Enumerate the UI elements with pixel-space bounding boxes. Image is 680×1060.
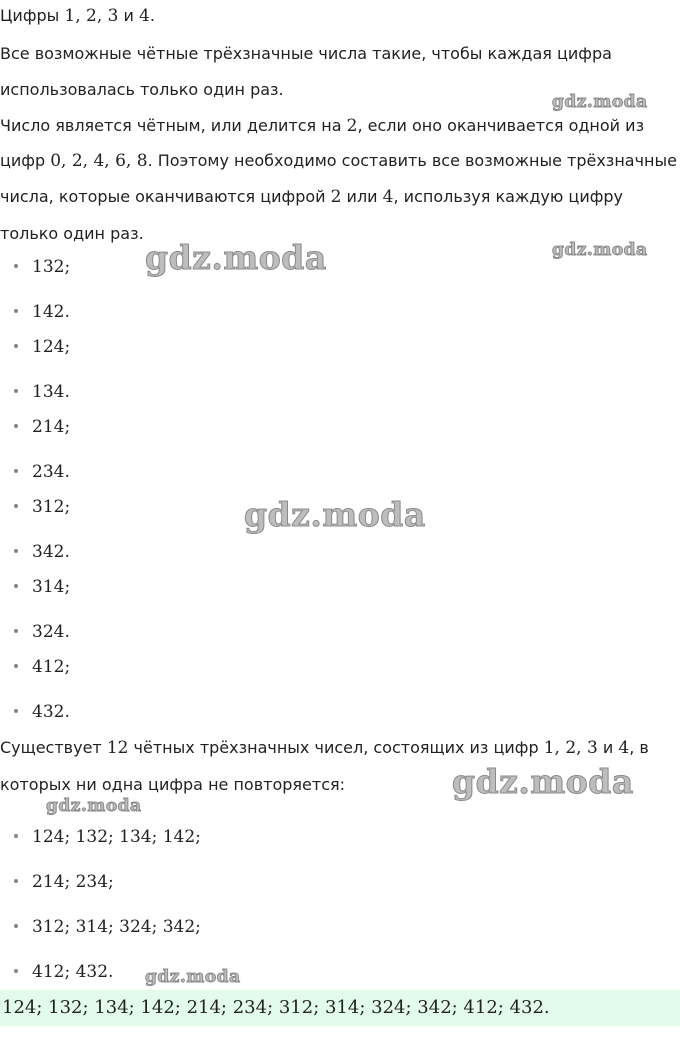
list-item: 314;: [14, 577, 70, 597]
bullet-dot-icon: [14, 504, 18, 508]
bullet-dot-icon: [14, 264, 18, 268]
conclusion-line-2: которых ни одна цифра не повторяется:: [0, 775, 346, 794]
bullet-dot-icon: [14, 469, 18, 473]
list-item: 412; 432.: [14, 962, 113, 982]
watermark: gdz.moda: [145, 967, 241, 987]
list-item: 432.: [14, 702, 70, 722]
watermark: gdz.moda: [145, 238, 327, 277]
watermark: gdz.moda: [46, 796, 142, 816]
bullet-dot-icon: [14, 344, 18, 348]
explanation-line-4: только один раз.: [0, 224, 144, 243]
bullet-dot-icon: [14, 389, 18, 393]
bullet-dot-icon: [14, 629, 18, 633]
explanation-line-2: цифр 0, 2, 4, 6, 8. Поэтому необходимо составить все возможные трёхзначные: [0, 151, 677, 171]
explanation-line-1: Число является чётным, или делится на 2, если оно оканчивается одной из: [0, 116, 645, 136]
list-item: 214; 234;: [14, 872, 114, 892]
list-item: 124; 132; 134; 142;: [14, 827, 201, 847]
list-item: 324.: [14, 622, 70, 642]
list-item: 412;: [14, 657, 70, 677]
conclusion-line-1: Существует 12 чётных трёхзначных чисел, состоящих из цифр 1, 2, 3 и 4, в: [0, 738, 649, 758]
bullet-dot-icon: [14, 549, 18, 553]
list-item: 142.: [14, 302, 70, 322]
intro-line-3: использовалась только один раз.: [0, 80, 284, 99]
intro-line-2: Все возможные чётные трёхзначные числа такие, чтобы каждая цифра: [0, 44, 612, 63]
list-item: 214;: [14, 417, 70, 437]
list-item: 132;: [14, 257, 70, 277]
bullet-dot-icon: [14, 664, 18, 668]
bullet-dot-icon: [14, 879, 18, 883]
list-item: 124;: [14, 337, 70, 357]
watermark: gdz.moda: [244, 495, 426, 534]
list-item: 312;: [14, 497, 70, 517]
bullet-dot-icon: [14, 584, 18, 588]
watermark: gdz.moda: [552, 92, 648, 112]
explanation-line-3: числа, которые оканчиваются цифрой 2 или 4, используя каждую цифру: [0, 187, 624, 207]
bullet-dot-icon: [14, 969, 18, 973]
list-item: 342.: [14, 542, 70, 562]
bullet-dot-icon: [14, 834, 18, 838]
bullet-dot-icon: [14, 309, 18, 313]
watermark: gdz.moda: [552, 240, 648, 260]
answer-box: [0, 990, 680, 1026]
intro-line-1: Цифры 1, 2, 3 и 4.: [0, 6, 155, 26]
list-item: 134.: [14, 382, 70, 402]
bullet-dot-icon: [14, 924, 18, 928]
bullet-dot-icon: [14, 709, 18, 713]
bullet-dot-icon: [14, 424, 18, 428]
answer-text: 124; 132; 134; 142; 214; 234; 312; 314; 324; 342; 412; 432.: [2, 997, 550, 1018]
list-item: 312; 314; 324; 342;: [14, 917, 201, 937]
watermark: gdz.moda: [452, 762, 634, 801]
list-item: 234.: [14, 462, 70, 482]
